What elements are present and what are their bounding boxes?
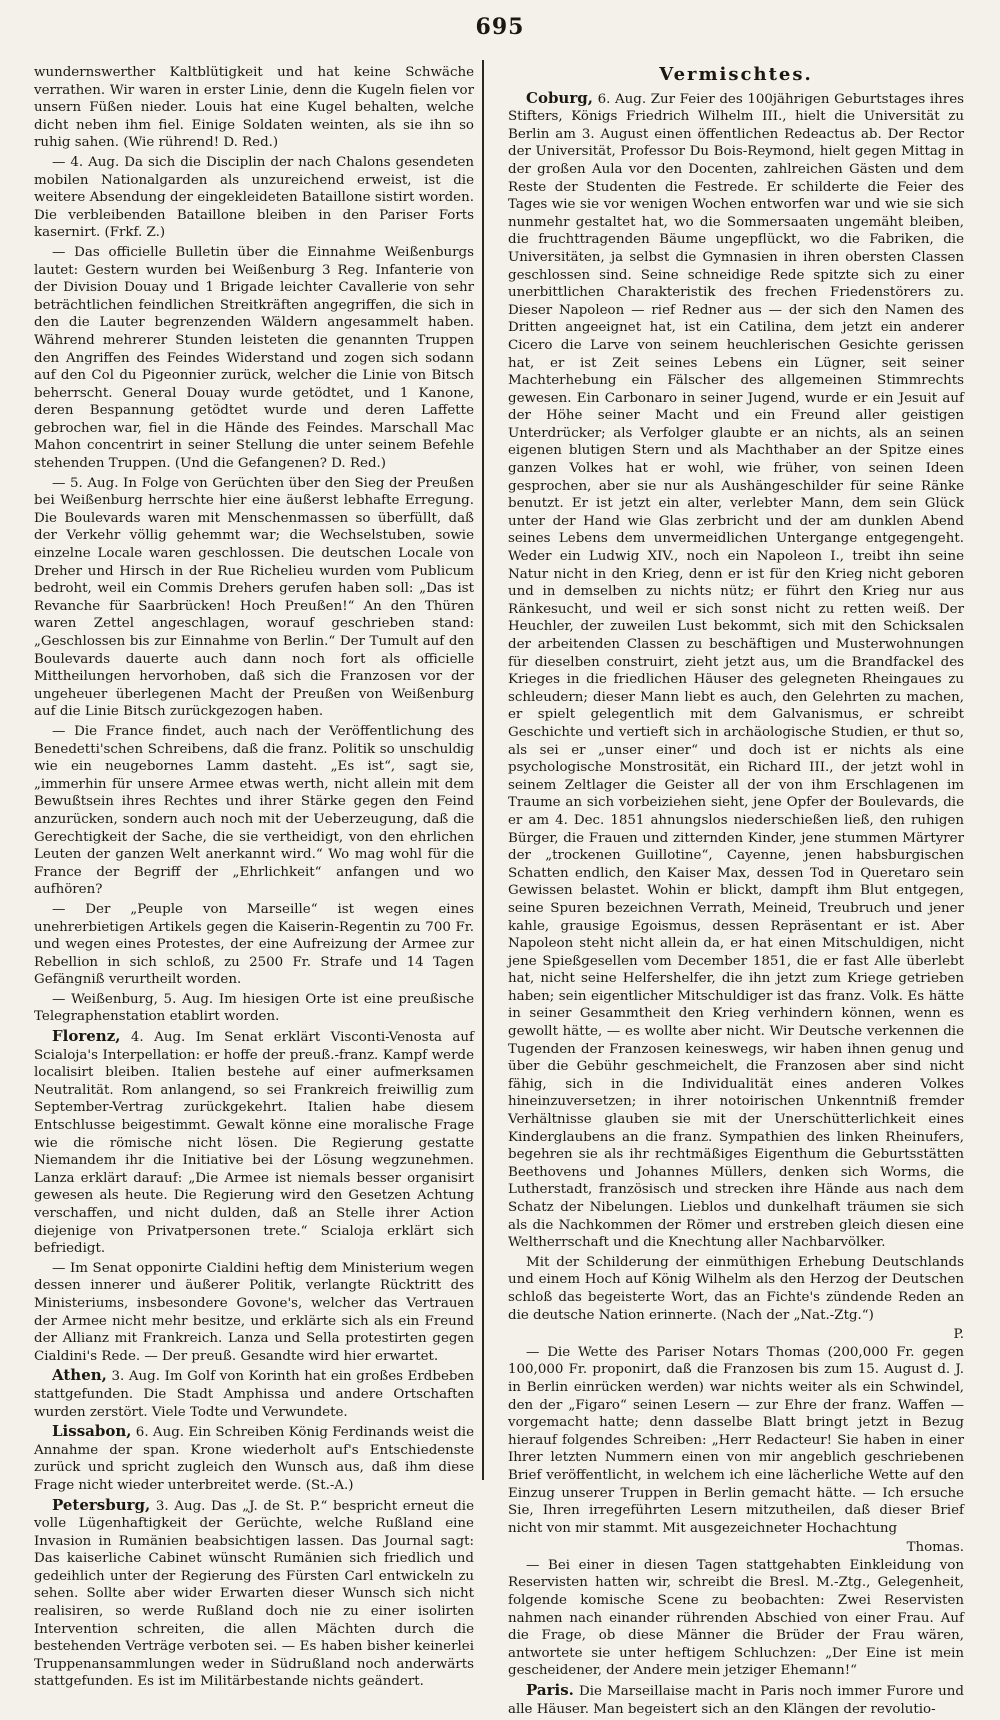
- dateline-place: Paris.: [526, 1681, 574, 1700]
- article-paragraph: — Die Wette des Pariser Notars Thomas (200,000 Fr. gegen 100,000 Fr. proponirt, daß die Franzosen bis zum 15. August d. J. in Berlin einrücken werden) war nichts weiter als ein Schwindel, den der „Figaro“ seinen Lesern — zur Ehre der franz. Waffen — vorgemacht hatte; denn dasselbe Blatt bringt jetzt in Bezug hierauf folgendes Schreiben: „Herr Redacteur! Sie haben in einer Ihrer letzten Nummern einen von mir angeblich geschriebenen Brief veröffentlicht, in welchem ich eine lächerliche Wette auf den Einzug unserer Truppen in Berlin gemacht hätte. — Ich ersuche Sie, Ihren irregeführten Lesern mitzutheilen, daß dieser Brief nicht von mir stammt. Mit ausgezeichneter Hochachtung: [508, 1344, 964, 1536]
- article-paragraph: [508, 1682, 964, 1718]
- article-text: 4. Aug. Im Senat erklärt Visconti-Venosta auf Scialoja's Interpellation: er hoffe der preuß.-franz. Kampf werde localisirt bleiben. Italien bestehe auf einer aufmerksamen Neutralität. Rom anlangend, so sei Frankreich freiwillig zum September-Vertrag zurückgekehrt. Italien habe diesem Entschlusse beigestimmt. Gewalt könne eine moralische Frage wie die römische nicht lösen. Die Regierung gestatte Niemandem ihr die Initiative bei der Lösung wegzunehmen. Lanza erklärt darauf: „Die Armee ist niemals besser organisirt gewesen als heute. Die Regierung wird den Gesetzen Achtung verschaffen, und nicht dulden, daß an Stelle ihrer Action diejenige von Privatpersonen trete.“ Scialoja erklärt sich befriedigt.: [34, 1030, 474, 1257]
- article-text: 3. Aug. Im Golf von Korinth hat ein großes Erdbeben stattgefunden. Die Stadt Amphissa und andere Ortschaften wurden zerstört. Viele Todte und Verwundete.: [34, 1369, 474, 1420]
- article-paragraph: — Im Senat opponirte Cialdini heftig dem Ministerium wegen dessen innerer und äußerer Politik, verlangte Rücktritt des Ministeriums, insbesondere Govone's, welcher das Vertrauen der Armee nicht mehr besitze, und erklärte sich als ein Freund der Allianz mit Frankreich. Lanza und Sella protestirten gegen Cialdini's Rede. — Der preuß. Gesandte wird hier erwartet.: [34, 1260, 474, 1364]
- article-paragraph: — 4. Aug. Da sich die Disciplin der nach Chalons gesendeten mobilen Nationalgarden als unzureichend erweist, ist die weitere Absendung der eingekleideten Bataillone sistirt worden. Die verbleibenden Bataillone bleiben in den Pariser Forts kasernirt. (Frkf. Z.): [34, 154, 474, 241]
- article-paragraph: Mit der Schilderung der einmüthigen Erhebung Deutschlands und einem Hoch auf König Wilhelm als den Herzog der Deutschen schloß das begeisterte Wort, das an Fichte's zündende Reden an die deutsche Nation erinnerte. (Nach der „Nat.-Ztg.“): [508, 1254, 964, 1323]
- dateline-place: Petersburg,: [52, 1495, 151, 1514]
- dateline-place: Florenz,: [52, 1027, 121, 1046]
- signature: P.: [953, 1327, 964, 1343]
- article-paragraph: [34, 1423, 474, 1494]
- article-text: 6. Aug. Ein Schreiben König Ferdinands weist die Annahme der span. Krone wiederholt auf's Entschiedenste zurück und spricht zugleich den Wunsch aus, daß ihm diese Frage nicht wieder unterbreitet werde. (St.-A.): [34, 1425, 474, 1493]
- article-text: Die Marseillaise macht in Paris noch immer Furore und alle Häuser. Man begeistert sich an den Klängen der revolutio-: [508, 1684, 964, 1717]
- article-paragraph: [34, 1497, 474, 1692]
- signature: Thomas.: [906, 1540, 964, 1556]
- article-text: 6. Aug. Zur Feier des 100jährigen Geburtstages ihres Stifters, Königs Friedrich Wilhelm III., hielt die Universität zu Berlin am 3. August einen öffentlichen Redeactus ab. Der Rector der Universität, Professor Du Bois-Reymond, hielt gegen Mittag in der großen Aula vor den Docenten, zahlreichen Gästen und dem Reste der Studenten die Festrede. Er schilderte die Feier des Tages wie sie vor wenigen Wochen entworfen war und wie sie sich nunmehr gestaltet hat, wo die Sommersaaten ungemäht bleiben, die fruchttragenden Bäume ungepflückt, wo die Fabriken, die Universitäten, ja selbst die Gymnasien in ihren obersten Classen geschlossen sind. Seine schneidige Rede spitzte sich zu einer unerbittlichen Charakteristik des frechen Friedenstörers zu. Dieser Napoleon — rief Redner aus — der sich den Namen des Dritten angeeignet hat, ist ein Catilina, dem jetzt ein anderer Cicero die Larve von seinem heuchlerischen Gesichte gerissen hat, er ist Zeit seines Lebens ein Lügner, seit seiner Machterhebung ein Fälscher des allgemeinen Stimmrechts gewesen. Ein Carbonaro in seiner Jugend, wurde er ein Jesuit auf der Höhe seiner Macht und ein Freund aller geistigen Unterdrücker; als Verfolger glaubte er an nichts, als an seinen eigenen blutigen Stern und als Machthaber an der Spitze eines ganzen Volkes hat er wohl, wie früher, von seinen Ideen gesprochen, aber sie nur als Aushängeschilder für seine Ränke benutzt. Er ist jetzt ein alter, verlebter Mann, dem sein Glück unter der Hand wie Glas zerbricht und der am dunklen Abend seines Lebens dem unvermeidlichen Untergange entgegengeht. Weder ein Ludwig XIV., noch ein Napoleon I., treibt ihn seine Natur nicht in den Krieg, denn er ist für den Krieg nicht geboren und in demselben zu nichts nütz; er führt den Krieg nur aus Ränkesucht, und weil er sich sonst nicht zu retten weiß. Der Heuchler, der zuweilen Lust bekommt, sich mit den Schicksalen der arbeitenden Classen zu beschäftigen und Musterwohnungen für dieselben construirt, zieht jetzt aus, um die Brandfackel des Krieges in die friedlichen Häuser des gelegneten Rheingaues zu schleudern; dieser Mann liebt es auch, den Gelehrten zu machen, er spielt gelegentlich mit dem Galvanismus, er schreibt Geschichte und vertieft sich in archäologische Studien, er thut so, als sei er „unser einer“ und doch ist er nichts als eine psychologische Monstrosität, ein Richard III., der jetzt wohl in seinem Zeltlager die Geister all der von ihm Erschlagenen im Traume an sich vorbeiziehen sieht, jene Opfer der Boulevards, die er am 4. Dec. 1851 ahnungslos niederschießen ließ, den ruhigen Bürger, die Frauen und zitternden Kinder, jene stummen Märtyrer der „trockenen Guillotine“, Cayenne, jenen habsburgischen Schatten endlich, den Kaiser Max, dessen Tod in Queretaro sein Gewissen belastet. Wohin er blickt, dampft ihm Blut entgegen, seine Spuren bezeichnen Verrath, Meineid, Treubruch und jener kahle, grausige Egoismus, dessen Repräsentant er ist. Aber Napoleon steht nicht allein da, er hat einen Mitschuldigen, nicht jene Spießgesellen vom December 1851, die er fast Alle überlebt hat, nicht seine Helfershelfer, die ihn jetzt zum Kriege getrieben haben; sein eigentlicher Mitschuldiger ist das franz. Volk. Es hätte in seiner Gesammtheit den Krieg verhindern können, wenn es gewollt hätte, — es wollte aber nicht. Wir Deutsche verkennen die Tugenden der Franzosen keineswegs, wir haben ihnen genug und über die Gebühr geschmeichelt, die Franzosen aber sind nicht fähig, sich in die Individualität eines anderen Volkes hineinzuversetzen; in ihrer notoirischen Unkenntniß fremder Verhältnisse glauben sie mit der Unerschütterlichkeit eines Kinderglaubens an die franz. Sympathien des linken Rheinufers, begehren sie als ihr rechtmäßiges Eigenthum die Geburtsstätten Beethovens und Johannes Müllers, denken sich Worms, die Lutherstadt, französisch und strecken ihre Hände aus nach dem Schatz der Nibelungen. Lieblos und dunkelhaft träumen sie sich als die Nachkommen der Römer und erstreben gleich diesen eine Weltherrschaft und die Knechtung aller Nachbarvölker.: [508, 91, 964, 1251]
- article-paragraph: — Bei einer in diesen Tagen stattgehabten Einkleidung von Reservisten hatten wir, schreibt die Bresl. M.-Ztg., Gelegenheit, folgende komische Scene zu beobachten: Zwei Reservisten nahmen nach einander rührenden Abschied von einer Frau. Auf die Frage, ob diese Männer die Brüder der Frau wären, antwortete sie unter heftigem Schluchzen: „Der Eine ist mein gescheidener, der Andere mein jetziger Ehemann!“: [508, 1557, 964, 1679]
- left-column: [34, 64, 474, 1693]
- article-paragraph: [508, 90, 964, 1252]
- article-paragraph: — Weißenburg, 5. Aug. Im hiesigen Orte ist eine preußische Telegraphenstation etablirt worden.: [34, 991, 474, 1025]
- dateline-place: Coburg,: [526, 88, 593, 107]
- article-paragraph: — 5. Aug. In Folge von Gerüchten über den Sieg der Preußen bei Weißenburg herrschte hier eine äußerst lebhafte Erregung. Die Boulevards waren mit Menschenmassen so überfüllt, daß der Verkehr völlig gehemmt war; die Wechselstuben, sowie einzelne Locale waren geschlossen. Die deutschen Locale von Dreher und Hirsch in der Rue Richelieu wurden vom Publicum bedroht, weil ein Commis Drehers gerufen haben soll: „Das ist Revanche für Saarbrücken! Hoch Preußen!“ An den Thüren waren Zettel angeschlagen, worauf geschrieben stand: „Geschlossen bis zur Einnahme von Berlin.“ Der Tumult auf den Boulevards dauerte auch dann noch fort als officielle Mittheilungen hervorhoben, daß sich die Franzosen vor der ungeheuer überlegenen Macht der Preußen von Weißenburg auf die Linie Bitsch zurückgezogen haben.: [34, 475, 474, 720]
- article-paragraph: [34, 1367, 474, 1421]
- article-paragraph: wundernswerther Kaltblütigkeit und hat keine Schwäche verrathen. Wir waren in erster Linie, denn die Kugeln fielen vor unsern Füßen nieder. Louis hat eine Kugel behalten, welche dicht neben ihm fiel. Einige Soldaten weinten, als sie ihn so ruhig sahen. (Wie rührend! D. Red.): [34, 65, 474, 151]
- article-text: 3. Aug. Das „J. de St. P.“ bespricht erneut die volle Lügenhaftigkeit der Gerüchte, welche Rußland eine Invasion in Rumänien beabsichtigen lassen. Das Journal sagt: Das kaiserliche Cabinet wünscht Rumänien sich friedlich und gedeihlich unter der Regierung des Fürsten Carl entwickeln zu sehen. Sollte aber wider Erwarten dieser Wunsch sich nicht realisiren, so werde Rußland doch nie zu einer isolirten Intervention schreiten, die allen Mächten durch die bestehenden Verträge verboten sei. — Es haben bisher keinerlei Truppenansammlungen weder in Südrußland noch anderwärts stattgefunden. Es ist im Militärbestande nichts geändert.: [34, 1498, 474, 1690]
- article-paragraph: — Der „Peuple von Marseille“ ist wegen eines unehrerbietigen Artikels gegen die Kaiserin-Regentin zu 700 Fr. und wegen eines Protestes, der eine Aufreizung der Armee zur Rebellion in sich schloß, zu 2500 Fr. Strafe und 14 Tagen Gefängniß verurtheilt worden.: [34, 901, 474, 988]
- page-number: 695: [475, 14, 525, 40]
- right-column: [508, 64, 964, 1720]
- article-paragraph: — Die France findet, auch nach der Veröffentlichung des Benedetti'schen Schreibens, daß die franz. Politik so unschuldig wie ein neugebornes Lamm dasteht. „Es ist“, sagt sie, „immerhin für unsere Armee etwas werth, nicht allein mit dem Bewußtsein ihres Rechtes und ihrer Stärke gegen den Feind anzurücken, sondern auch noch mit der Ueberzeugung, daß die Gerechtigkeit der Sache, die sie vertheidigt, von den ehrlichen Leuten der ganzen Welt anerkannt wird.“ Wo mag wohl für die France der Begriff der „Ehrlichkeit“ anfangen und wo aufhören?: [34, 723, 474, 898]
- article-paragraph: [34, 1028, 474, 1258]
- section-heading: Vermischtes.: [659, 64, 813, 85]
- dateline-place: Athen,: [52, 1366, 107, 1385]
- column-divider: [482, 60, 484, 1480]
- article-paragraph: — Das officielle Bulletin über die Einnahme Weißenburgs lautet: Gestern wurden bei Weißenburg 3 Reg. Infanterie von der Division Douay und 1 Brigade leichter Cavallerie von sehr beträchtlichen feindlichen Streitkräften angegriffen, die sich in den die Lauter begrenzenden Wäldern angesammelt haben. Während mehrerer Stunden leisteten die genannten Truppen den Angriffen des Feindes Widerstand und zogen sich sodann auf den Col du Pigeonnier zurück, welcher die Linie von Bitsch beherrscht. General Douay wurde getödtet, und 1 Kanone, deren Bespannung getödtet wurde und deren Laffette gebrochen war, fiel in die Hände des Feindes. Marschall Mac Mahon concentrirt in seiner Stellung die unter seinem Befehle stehenden Truppen. (Und die Gefangenen? D. Red.): [34, 244, 474, 472]
- dateline-place: Lissabon,: [52, 1422, 132, 1441]
